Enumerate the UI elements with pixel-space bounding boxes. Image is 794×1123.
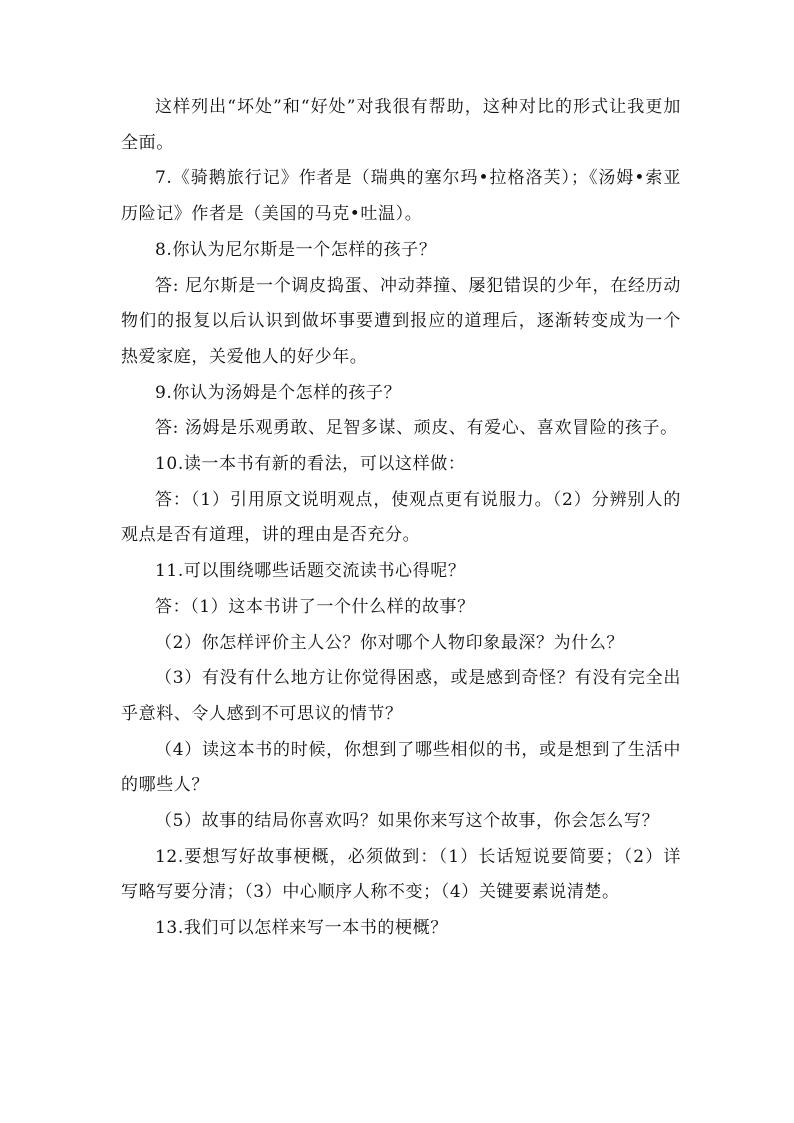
paragraph-q11-answer-4: （4）读这本书的时候，你想到了哪些相似的书，或是想到了生活中的哪些人？ xyxy=(121,739,681,796)
paragraph-q12: 12.要想写好故事梗概，必须做到：（1）长话短说要简要；（2）详写略写要分清；（3）中心顺序人称不变；（4）关键要素说清楚。 xyxy=(121,846,681,903)
paragraph-q10-question: 10.读一本书有新的看法，可以这样做： xyxy=(155,454,466,475)
paragraph-q11-question: 11.可以围绕哪些话题交流读书心得呢？ xyxy=(155,561,466,582)
paragraph-q9-question: 9.你认为汤姆是个怎样的孩子？ xyxy=(155,382,402,403)
paragraph-comparison-note: 这样列出“坏处”和“好处”对我很有帮助，这种对比的形式让我更加全面。 xyxy=(121,97,681,153)
document-body xyxy=(121,90,681,947)
paragraph-q11-answer-2: （2）你怎样评价主人公？你对哪个人物印象最深？为什么？ xyxy=(155,632,625,653)
paragraph-q11-answer-5: （5）故事的结局你喜欢吗？如果你来写这个故事，你会怎么写？ xyxy=(155,811,660,832)
paragraph-q8-answer: 答: 尼尔斯是一个调皮捣蛋、冲动莽撞、屡犯错误的少年，在经历动物们的报复以后认识到做坏事要遭到报应的道理后，逐渐转变成为一个热爱家庭，关爱他人的好少年。 xyxy=(121,275,681,367)
paragraph-q10-answer: 答：（1）引用原文说明观点，使观点更有说服力。（2）分辨别人的观点是否有道理，讲的理由是否充分。 xyxy=(121,489,681,546)
paragraph-q11-answer-3: （3）有没有什么地方让你觉得困惑，或是感到奇怪？有没有完全出乎意料、令人感到不可思议的情节？ xyxy=(121,668,681,724)
paragraph-q9-answer: 答: 汤姆是乐观勇敢、足智多谋、顽皮、有爱心、喜欢冒险的孩子。 xyxy=(155,418,678,439)
paragraph-q11-answer-1: 答：（1）这本书讲了一个什么样的故事？ xyxy=(155,596,475,617)
paragraph-q13-question: 13.我们可以怎样来写一本书的梗概？ xyxy=(155,918,448,939)
paragraph-q7-authors: 7.《骑鹅旅行记》作者是（瑞典的塞尔玛•拉格洛芙）；《汤姆•索亚历险记》作者是（美国的马克•吐温）。 xyxy=(121,168,681,225)
paragraph-q8-question: 8.你认为尼尔斯是一个怎样的孩子？ xyxy=(155,239,437,260)
